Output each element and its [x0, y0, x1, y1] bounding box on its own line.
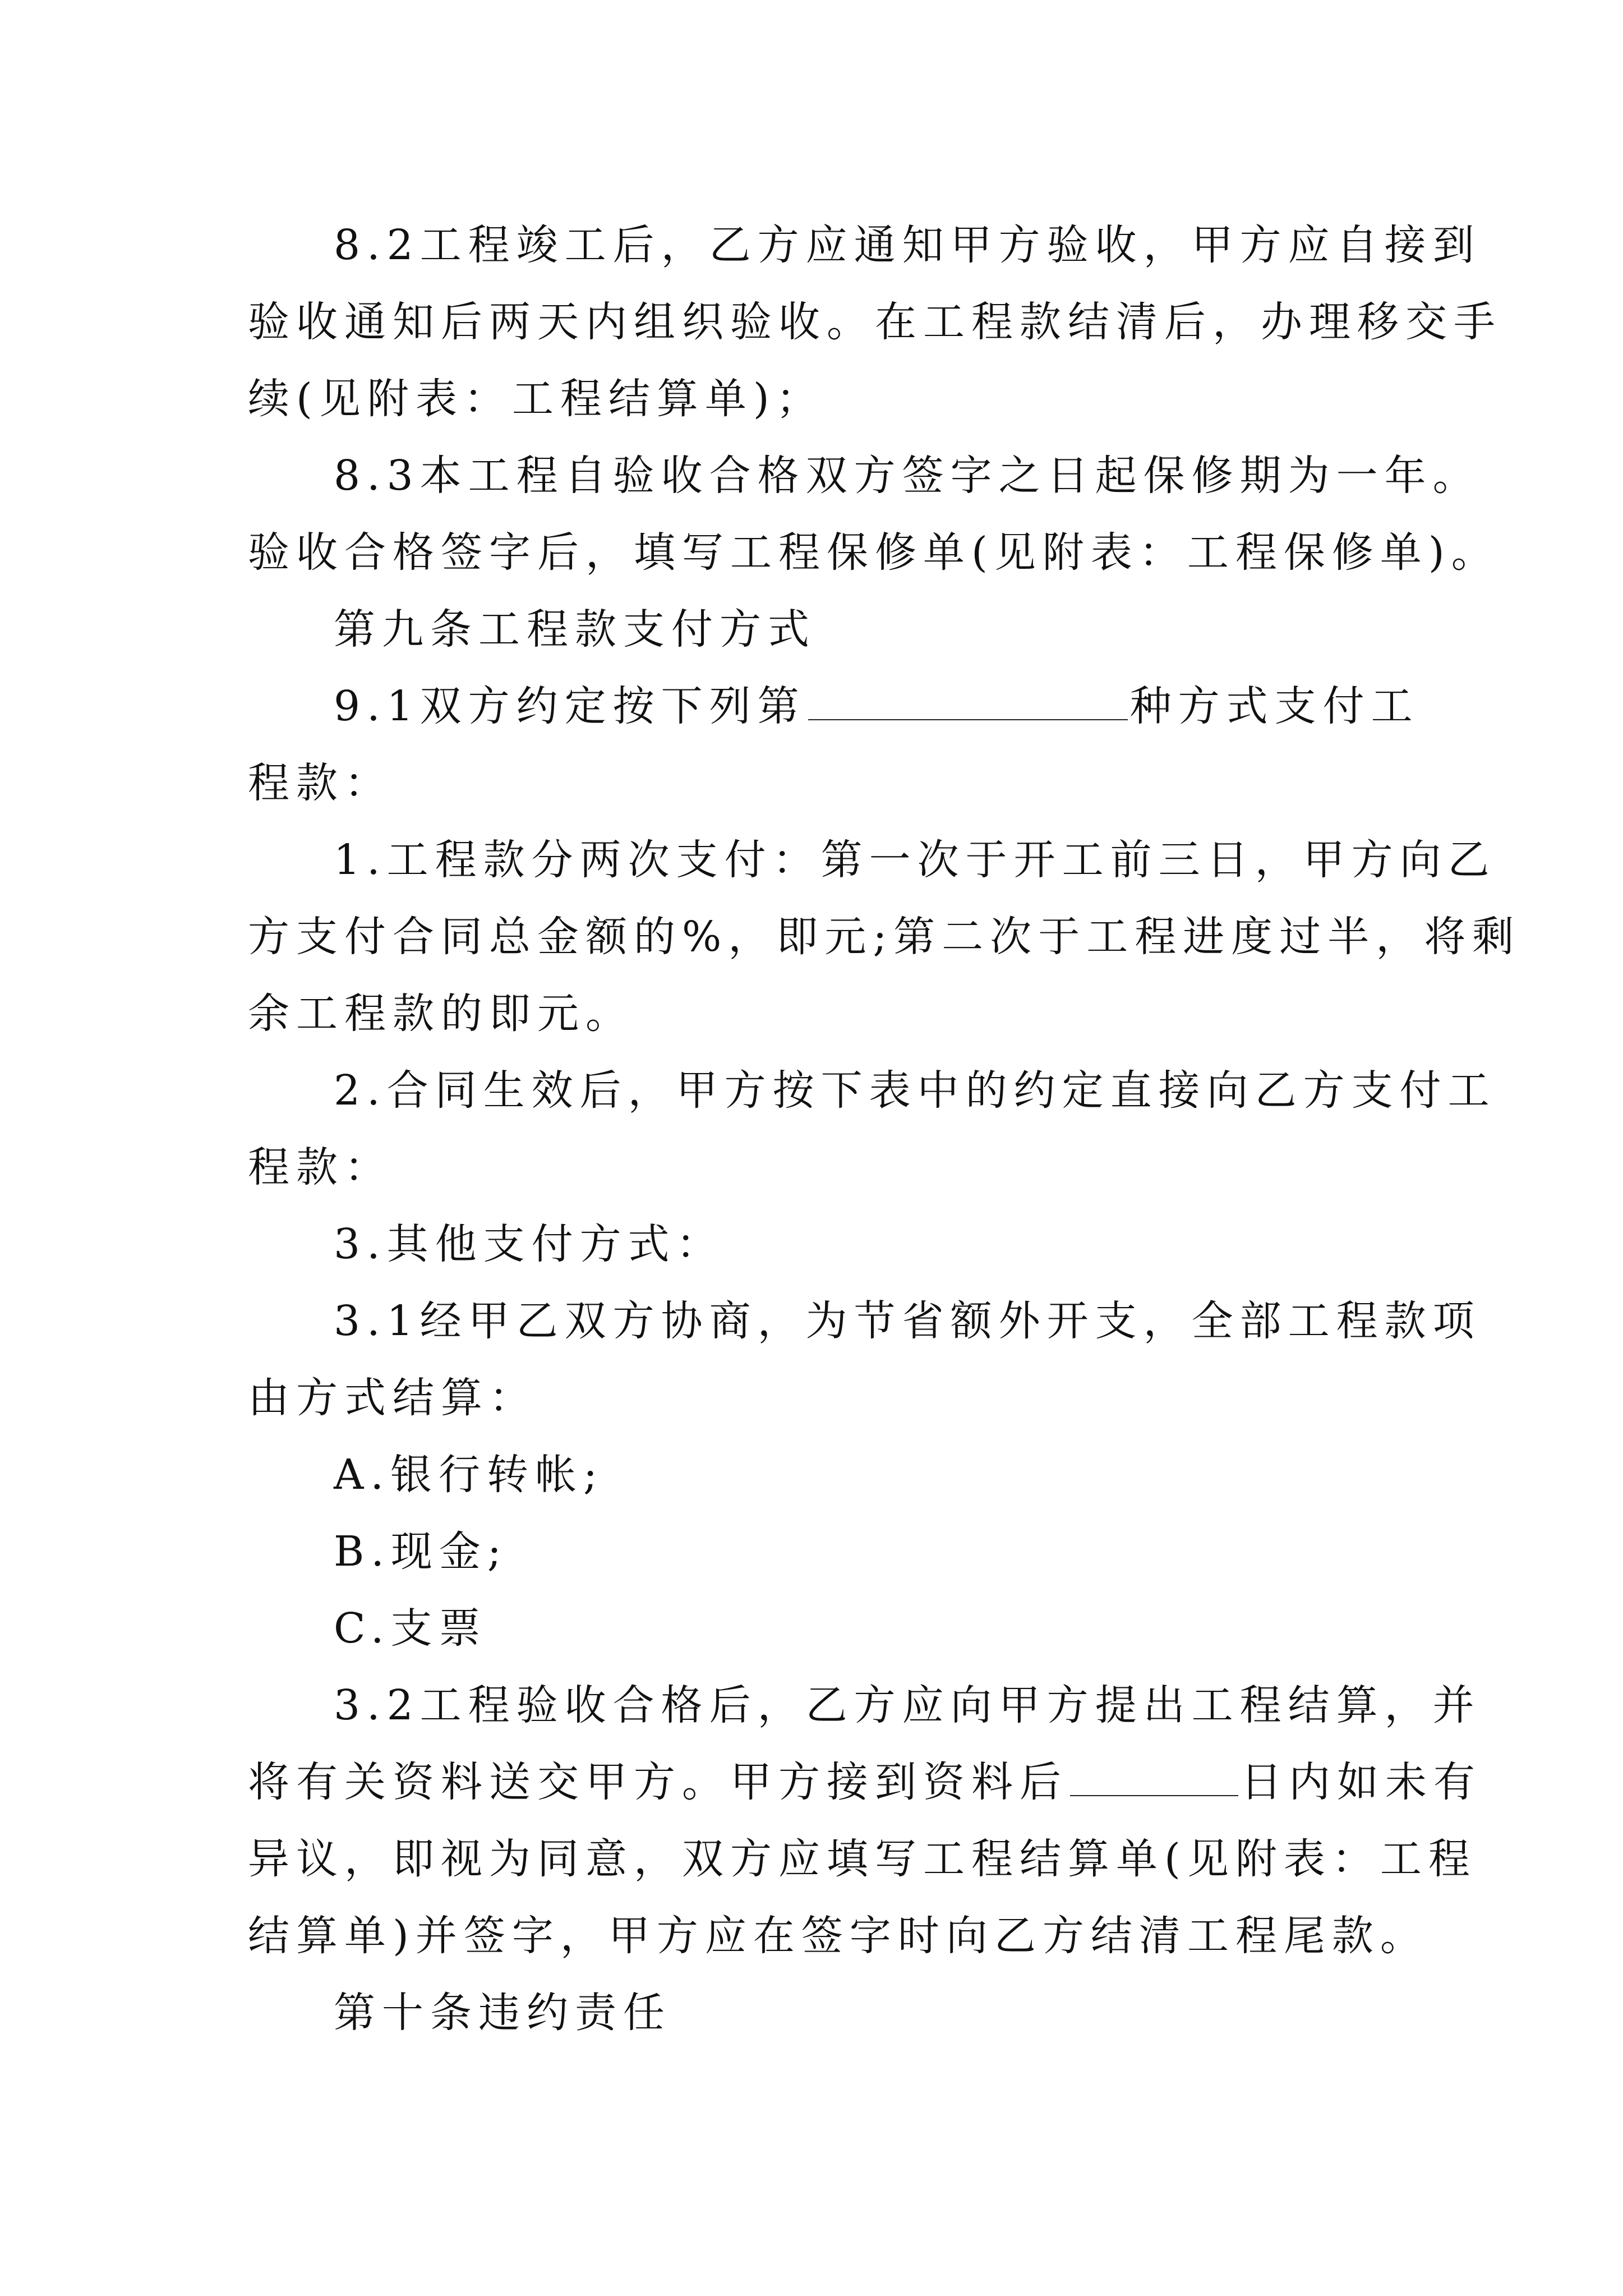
- article-10-heading: 第十条违约责任: [334, 1989, 671, 2037]
- clause-9-1-line-2: 程款：: [248, 759, 393, 807]
- method-c: C.支票: [334, 1604, 487, 1653]
- days-blank: [1070, 1761, 1238, 1796]
- option-3-heading: 3.其他支付方式：: [334, 1220, 725, 1268]
- option-2-line-2: 程款：: [248, 1143, 393, 1191]
- clause-8-3-line-2: 验收合格签字后，填写工程保修单(见附表：工程保修单)。: [248, 528, 1500, 577]
- option-1-line-1: 1.工程款分两次支付：第一次于开工前三日，甲方向乙: [334, 836, 1496, 884]
- option-2-line-1: 2.合同生效后，甲方按下表中的约定直接向乙方支付工: [334, 1066, 1496, 1115]
- clause-3-2-text-a: 将有关资料送交甲方。甲方接到资料后: [248, 1758, 1068, 1806]
- clause-8-2-line-3: 续(见附表：工程结算单)；: [248, 375, 824, 423]
- clause-9-1-text-a: 9.1双方约定按下列第: [334, 682, 806, 730]
- method-b: B.现金;: [334, 1527, 508, 1576]
- clause-3-1-line-1: 3.1经甲乙双方协商，为节省额外开支，全部工程款项: [334, 1297, 1481, 1345]
- option-1-line-3: 余工程款的即元。: [248, 990, 634, 1038]
- clause-3-2-line-4: 结算单)并签字，甲方应在签字时向乙方结清工程尾款。: [248, 1912, 1428, 1960]
- clause-3-2-text-b: 日内如未有: [1241, 1758, 1482, 1806]
- payment-option-blank: [808, 685, 1128, 720]
- article-9-heading: 第九条工程款支付方式: [334, 605, 816, 654]
- clause-8-2-line-1: 8.2工程竣工后，乙方应通知甲方验收，甲方应自接到: [334, 221, 1481, 269]
- option-1-line-2: 方支付合同总金额的%，即元;第二次于工程进度过半，将剩: [248, 913, 1521, 961]
- method-a: A.银行转帐;: [334, 1451, 604, 1499]
- clause-3-2-line-3: 异议，即视为同意，双方应填写工程结算单(见附表：工程: [248, 1835, 1477, 1883]
- clause-3-2-line-2: [248, 1758, 1482, 1806]
- clause-9-1-text-b: 种方式支付工: [1129, 682, 1419, 730]
- clause-8-2-line-2: 验收通知后两天内组织验收。在工程款结清后，办理移交手: [248, 298, 1502, 346]
- clause-3-2-line-1: 3.2工程验收合格后，乙方应向甲方提出工程结算，并: [334, 1681, 1481, 1729]
- clause-3-1-line-2: 由方式结算：: [248, 1374, 537, 1422]
- clause-8-3-line-1: 8.3本工程自验收合格双方签字之日起保修期为一年。: [334, 452, 1481, 500]
- clause-9-1-line-1: [334, 682, 1419, 730]
